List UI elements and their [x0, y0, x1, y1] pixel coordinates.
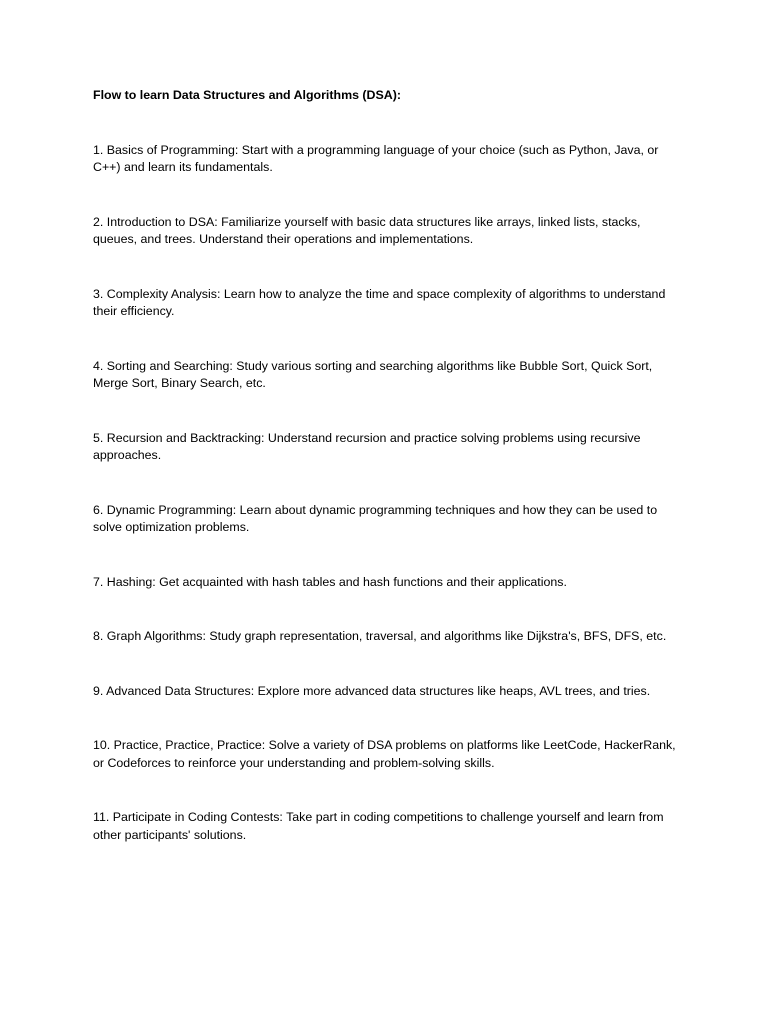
- list-item: 7. Hashing: Get acquainted with hash tables and hash functions and their applications.: [93, 574, 567, 589]
- list-item: 9. Advanced Data Structures: Explore more advanced data structures like heaps, AVL trees, and tries.: [93, 683, 651, 698]
- list-item: 5. Recursion and Backtracking: Understand recursion and practice solving problems using recursive approaches.: [93, 430, 641, 462]
- list-item: 3. Complexity Analysis: Learn how to analyze the time and space complexity of algorithms to understand their efficiency.: [93, 286, 666, 318]
- list-item: 10. Practice, Practice, Practice: Solve a variety of DSA problems on platforms like LeetCode, HackerRank, or Codeforces to reinforce your understanding and problem-solving skills.: [93, 738, 676, 770]
- list-item: 2. Introduction to DSA: Familiarize yourself with basic data structures like arrays, linked lists, stacks, queues, and trees. Understand their operations and implementations.: [93, 214, 641, 246]
- list-item: 1. Basics of Programming: Start with a programming language of your choice (such as Python, Java, or C++) and learn its fundamentals.: [93, 142, 659, 174]
- list-item: 4. Sorting and Searching: Study various sorting and searching algorithms like Bubble Sort, Quick Sort, Merge Sort, Binary Search, etc.: [93, 358, 653, 390]
- list-item: 6. Dynamic Programming: Learn about dynamic programming techniques and how they can be used to solve optimization problems.: [93, 502, 658, 534]
- document-title: Flow to learn Data Structures and Algorithms (DSA):: [93, 88, 401, 102]
- list-item: 8. Graph Algorithms: Study graph representation, traversal, and algorithms like Dijkstra's, BFS, DFS, etc.: [93, 629, 667, 643]
- document-body: [93, 87, 678, 844]
- list-item: 11. Participate in Coding Contests: Take part in coding competitions to challenge yourself and learn from other participants' solutions.: [93, 810, 664, 842]
- step-list: [93, 142, 678, 845]
